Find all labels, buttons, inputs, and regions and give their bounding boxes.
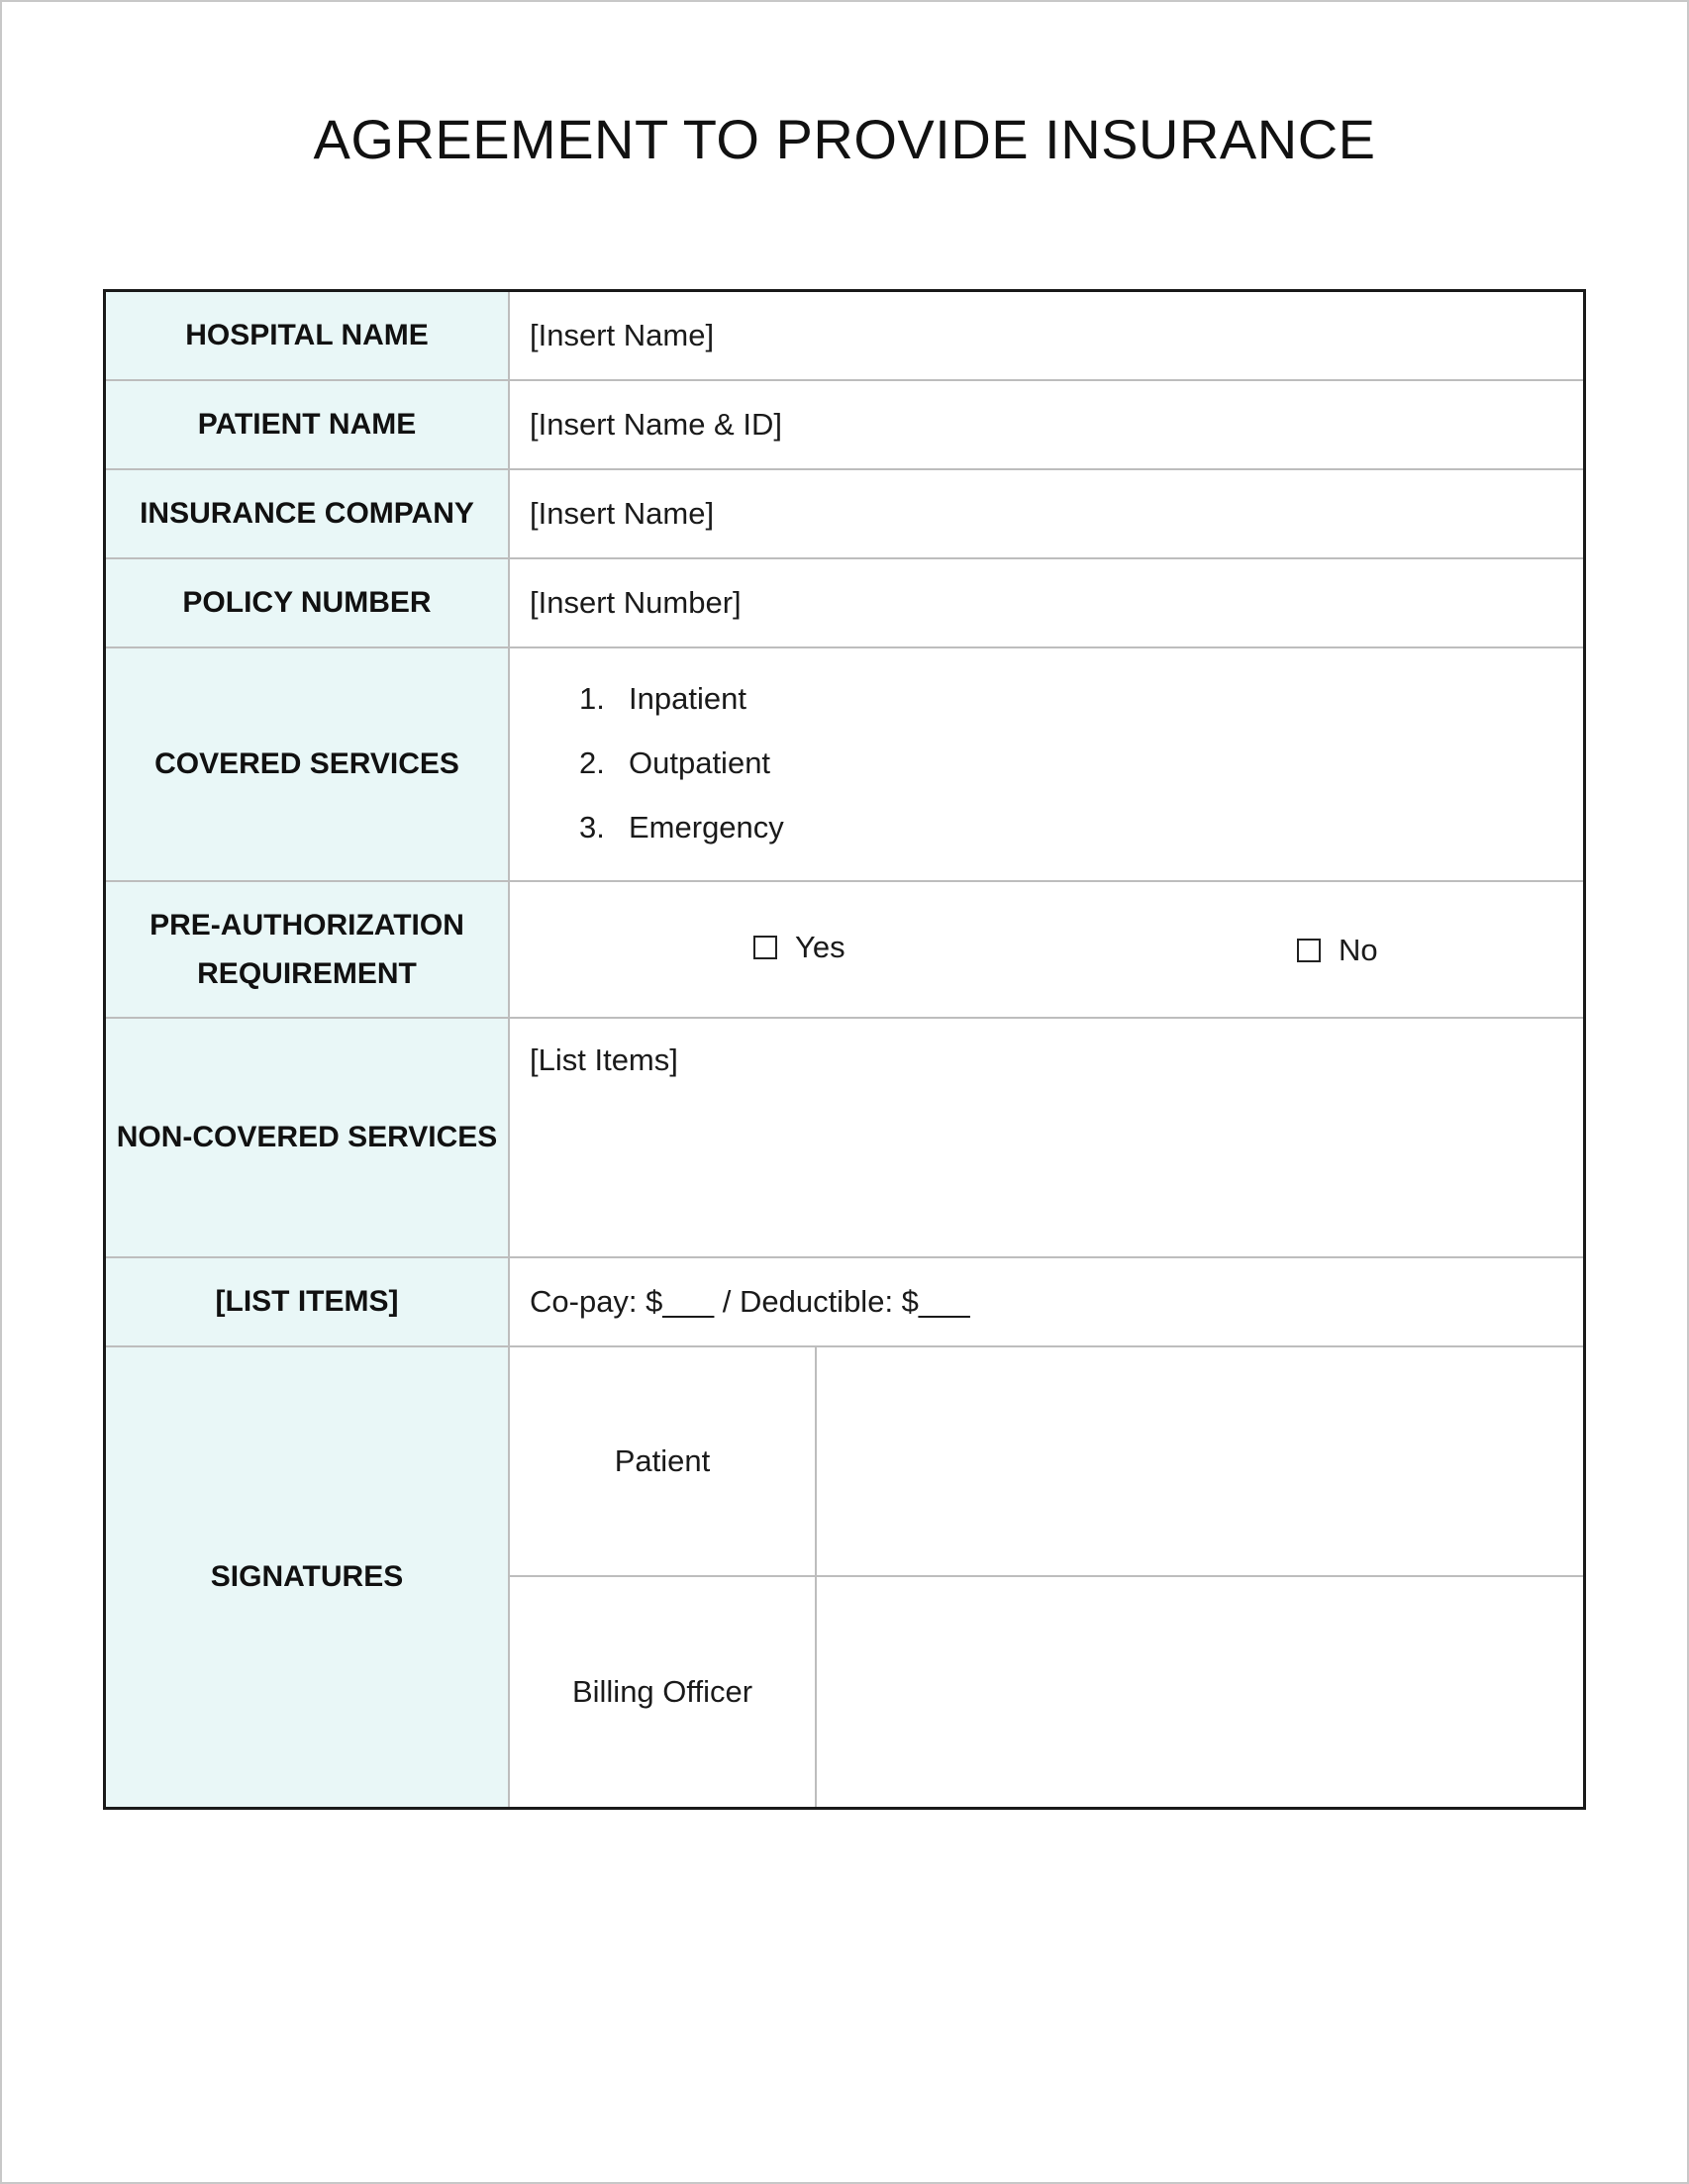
document-title: AGREEMENT TO PROVIDE INSURANCE [313,108,1376,170]
covered-services-field [510,648,1583,882]
insurance-company-field[interactable]: [Insert Name] [510,470,1583,559]
list-items-label: [LIST ITEMS] [106,1258,510,1347]
signature-grid [510,1347,1583,1807]
patient-signature-role: Patient [510,1347,817,1577]
list-item: 1. Inpatient [579,681,746,716]
billing-officer-signature-role: Billing Officer [510,1577,817,1807]
insurance-company-label: INSURANCE COMPANY [106,470,510,559]
preauthorization-label [106,882,510,1019]
patient-name-label: PATIENT NAME [106,381,510,470]
patient-name-field[interactable]: [Insert Name & ID] [510,381,1583,470]
no-checkbox[interactable] [1297,939,1321,962]
no-label: No [1339,933,1378,967]
preauthorization-label-line2: REQUIREMENT [197,957,417,990]
preauthorization-field [510,882,1583,1019]
copay-deductible-field[interactable]: Co-pay: $___ / Deductible: $___ [510,1258,1583,1347]
list-item: 2. Outpatient [579,745,771,780]
signatures-label: SIGNATURES [106,1347,510,1807]
insurance-agreement-form [103,289,1586,1810]
policy-number-label: POLICY NUMBER [106,559,510,648]
hospital-name-field[interactable]: [Insert Name] [510,292,1583,381]
list-item: 3. Emergency [579,810,784,844]
patient-signature-field[interactable] [817,1347,1583,1577]
billing-officer-signature-field[interactable] [817,1577,1583,1807]
non-covered-services-label: NON-COVERED SERVICES [106,1019,510,1258]
covered-services-list [530,648,784,859]
preauthorization-label-line1: PRE-AUTHORIZATION [149,908,464,942]
yes-checkbox[interactable] [753,936,777,959]
hospital-name-label: HOSPITAL NAME [106,292,510,381]
yes-option[interactable] [753,930,845,965]
policy-number-field[interactable]: [Insert Number] [510,559,1583,648]
covered-services-label: COVERED SERVICES [106,648,510,882]
yes-label: Yes [795,930,845,964]
no-option[interactable] [1297,933,1378,968]
non-covered-services-field[interactable]: [List Items] [510,1019,1583,1258]
signatures-field [510,1347,1583,1807]
